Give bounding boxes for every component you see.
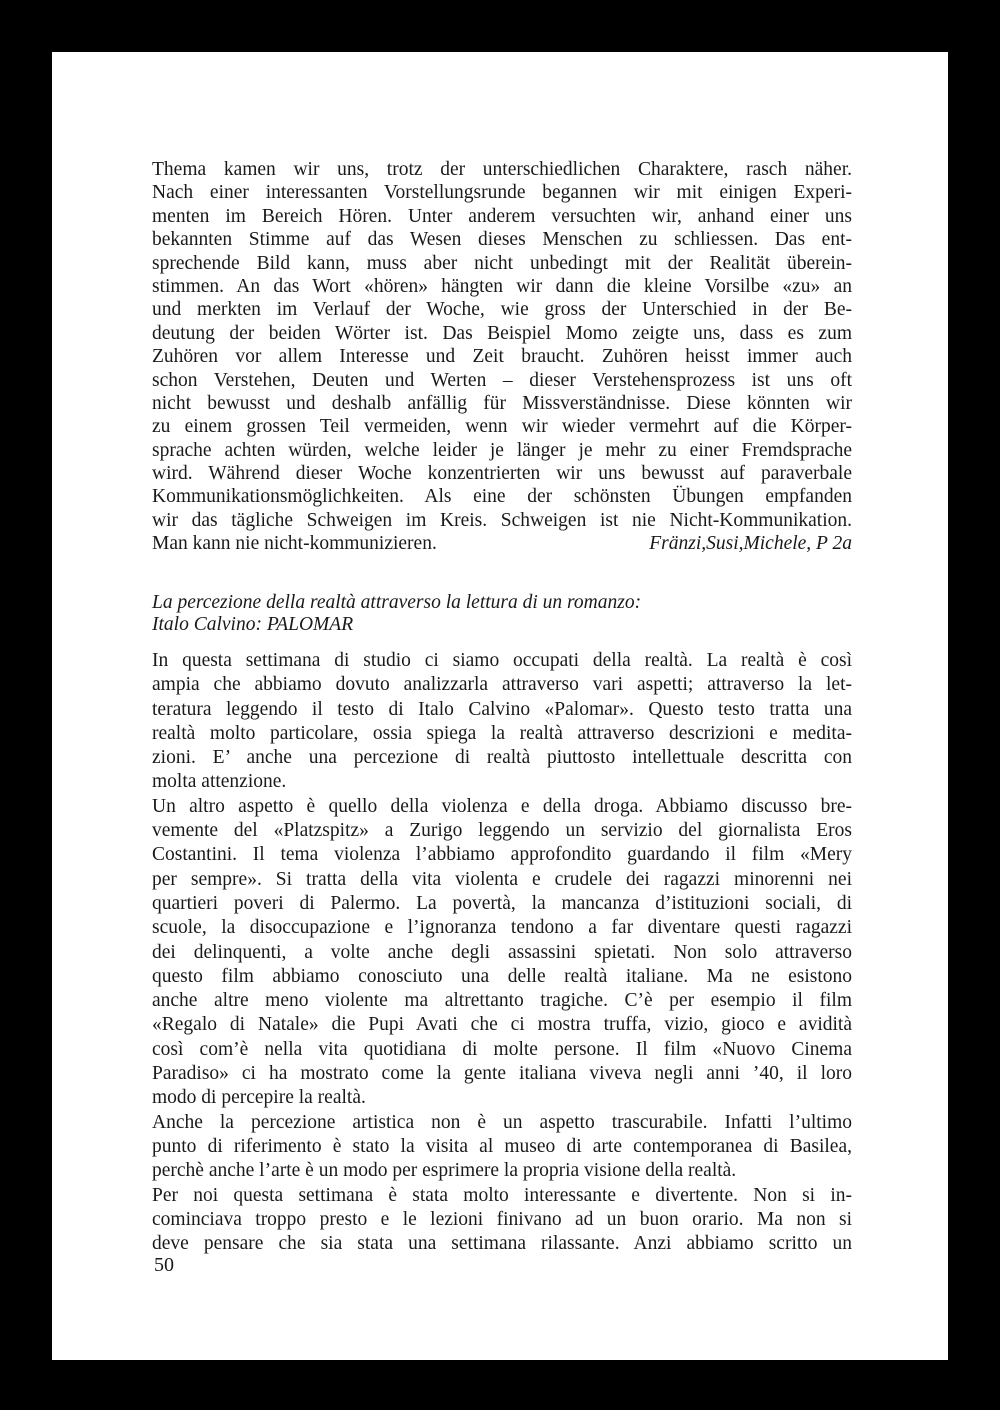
- text-line: così com’è nella vita quotidiana di molte persone. Il film «Nuovo Cinema: [152, 1038, 852, 1060]
- german-report: [152, 158, 852, 556]
- text-line: anche altre meno violente ma altrettanto tragiche. C’è per esempio il film: [152, 990, 852, 1012]
- text-line: Un altro aspetto è quello della violenza e della droga. Abbiamo discusso bre-: [152, 795, 852, 817]
- text-line: menten im Bereich Hören. Unter anderem versuchten wir, anhand einer uns: [152, 205, 852, 227]
- text-line: zu einem grossen Teil vermeiden, wenn wir wieder vermehrt auf die Körper-: [152, 416, 852, 438]
- german-paragraph: [152, 158, 852, 532]
- text-line: molta attenzione.: [152, 771, 287, 793]
- closing-sentence: Man kann nie nicht-kommunizieren.: [152, 533, 437, 555]
- german-closing-line: [152, 532, 852, 555]
- text-line: questo film abbiamo conosciuto una delle realtà italiane. Ma ne esistono: [152, 965, 852, 987]
- text-line: punto di riferimento è stato la visita al museo di arte contemporanea di Basilea,: [152, 1135, 852, 1157]
- section-heading: La percezione della realtà attraverso la lettura di un romanzo:: [152, 592, 642, 613]
- section-subheading: Italo Calvino: PALOMAR: [152, 614, 354, 635]
- author-signature: Fränzi,Susi,Michele, P 2a: [649, 533, 852, 555]
- text-line: Paradiso» ci ha mostrato come la gente italiana viveva negli anni ’40, il loro: [152, 1063, 852, 1085]
- text-line: und merkten im Verlauf der Woche, wie gross der Unterschied in der Be-: [152, 299, 852, 321]
- text-line: perchè anche l’arte è un modo per esprimere la propria visione della realtà.: [152, 1160, 737, 1182]
- text-line: bekannten Stimme auf das Wesen dieses Menschen zu schliessen. Das ent-: [152, 229, 852, 251]
- text-line: schon Verstehen, Deuten und Werten – dieser Verstehensprozess ist uns oft: [152, 369, 852, 391]
- text-line: «Regalo di Natale» die Pupi Avati che ci mostra truffa, vizio, gioco e avidità: [152, 1014, 852, 1036]
- text-line: deutung der beiden Wörter ist. Das Beispiel Momo zeigte uns, dass es zum: [152, 322, 852, 344]
- text-line: Costantini. Il tema violenza l’abbiamo approfondito guardando il film «Mery: [152, 844, 852, 866]
- text-line: Anche la percezione artistica non è un aspetto trascurabile. Infatti l’ultimo: [152, 1111, 852, 1133]
- text-line: vemente del «Platzspitz» a Zurigo leggendo un servizio del giornalista Eros: [152, 820, 852, 842]
- page-number: 50: [154, 1254, 174, 1276]
- text-line: Kommunikationsmöglichkeiten. Als eine der schönsten Übungen empfanden: [152, 486, 852, 508]
- text-line: wir das tägliche Schweigen im Kreis. Schweigen ist nie Nicht-Kommunikation.: [152, 509, 852, 531]
- text-line: sprache achten würden, welche leider je länger je mehr zu einer Fremdsprache: [152, 439, 852, 461]
- text-line: quartieri poveri di Palermo. La povertà, la mancanza d’istituzioni sociali, di: [152, 892, 852, 914]
- text-line: scuole, la disoccupazione e l’ignoranza tendono a far diventare questi ragazzi: [152, 917, 852, 939]
- text-line: Per noi questa settimana è stata molto interessante e divertente. Non si in-: [152, 1184, 852, 1206]
- text-line: ampia che abbiamo dovuto analizzarla attraverso vari aspetti; attraverso la let-: [152, 674, 852, 696]
- text-line: deve pensare che sia stata una settimana rilassante. Anzi abbiamo scritto un: [152, 1233, 852, 1255]
- text-line: modo di percepire la realtà.: [152, 1087, 366, 1109]
- text-line: Zuhören vor allem Interesse und Zeit braucht. Zuhören heisst immer auch: [152, 346, 852, 368]
- text-line: zioni. E’ anche una percezione di realtà piuttosto intellettuale descritta con: [152, 747, 852, 769]
- text-line: Thema kamen wir uns, trotz der unterschiedlichen Charaktere, rasch näher.: [152, 159, 852, 180]
- text-line: stimmen. An das Wort «hören» hängten wir dann die kleine Vorsilbe «zu» an: [152, 275, 852, 297]
- text-line: teratura leggendo il testo di Italo Calvino «Palomar». Questo testo tratta una: [152, 698, 852, 720]
- text-line: wird. Während dieser Woche konzentrierten wir uns bewusst auf paraverbale: [152, 463, 852, 485]
- text-line: sprechende Bild kann, muss aber nicht unbedingt mit der Realität überein-: [152, 252, 852, 274]
- document-page: [52, 52, 948, 1360]
- text-line: realtà molto particolare, ossia spiega la realtà attraverso descrizioni e medita-: [152, 722, 852, 744]
- text-line: per sempre». Si tratta della vita violenta e crudele dei ragazzi minorenni nei: [152, 868, 852, 890]
- text-line: cominciava troppo presto e le lezioni finivano ad un buon orario. Ma non si: [152, 1208, 852, 1230]
- italian-report: [152, 592, 852, 1256]
- text-line: nicht bewusst und deshalb anfällig für Missverständnisse. Diese könnten wir: [152, 392, 852, 414]
- text-line: In questa settimana di studio ci siamo occupati della realtà. La realtà è così: [152, 650, 852, 671]
- text-line: Nach einer interessanten Vorstellungsrunde begannen wir mit einigen Experi-: [152, 182, 852, 204]
- italian-paragraph: [152, 649, 852, 1256]
- text-line: dei delinquenti, a volte anche degli assassini spietati. Non solo attraverso: [152, 941, 852, 963]
